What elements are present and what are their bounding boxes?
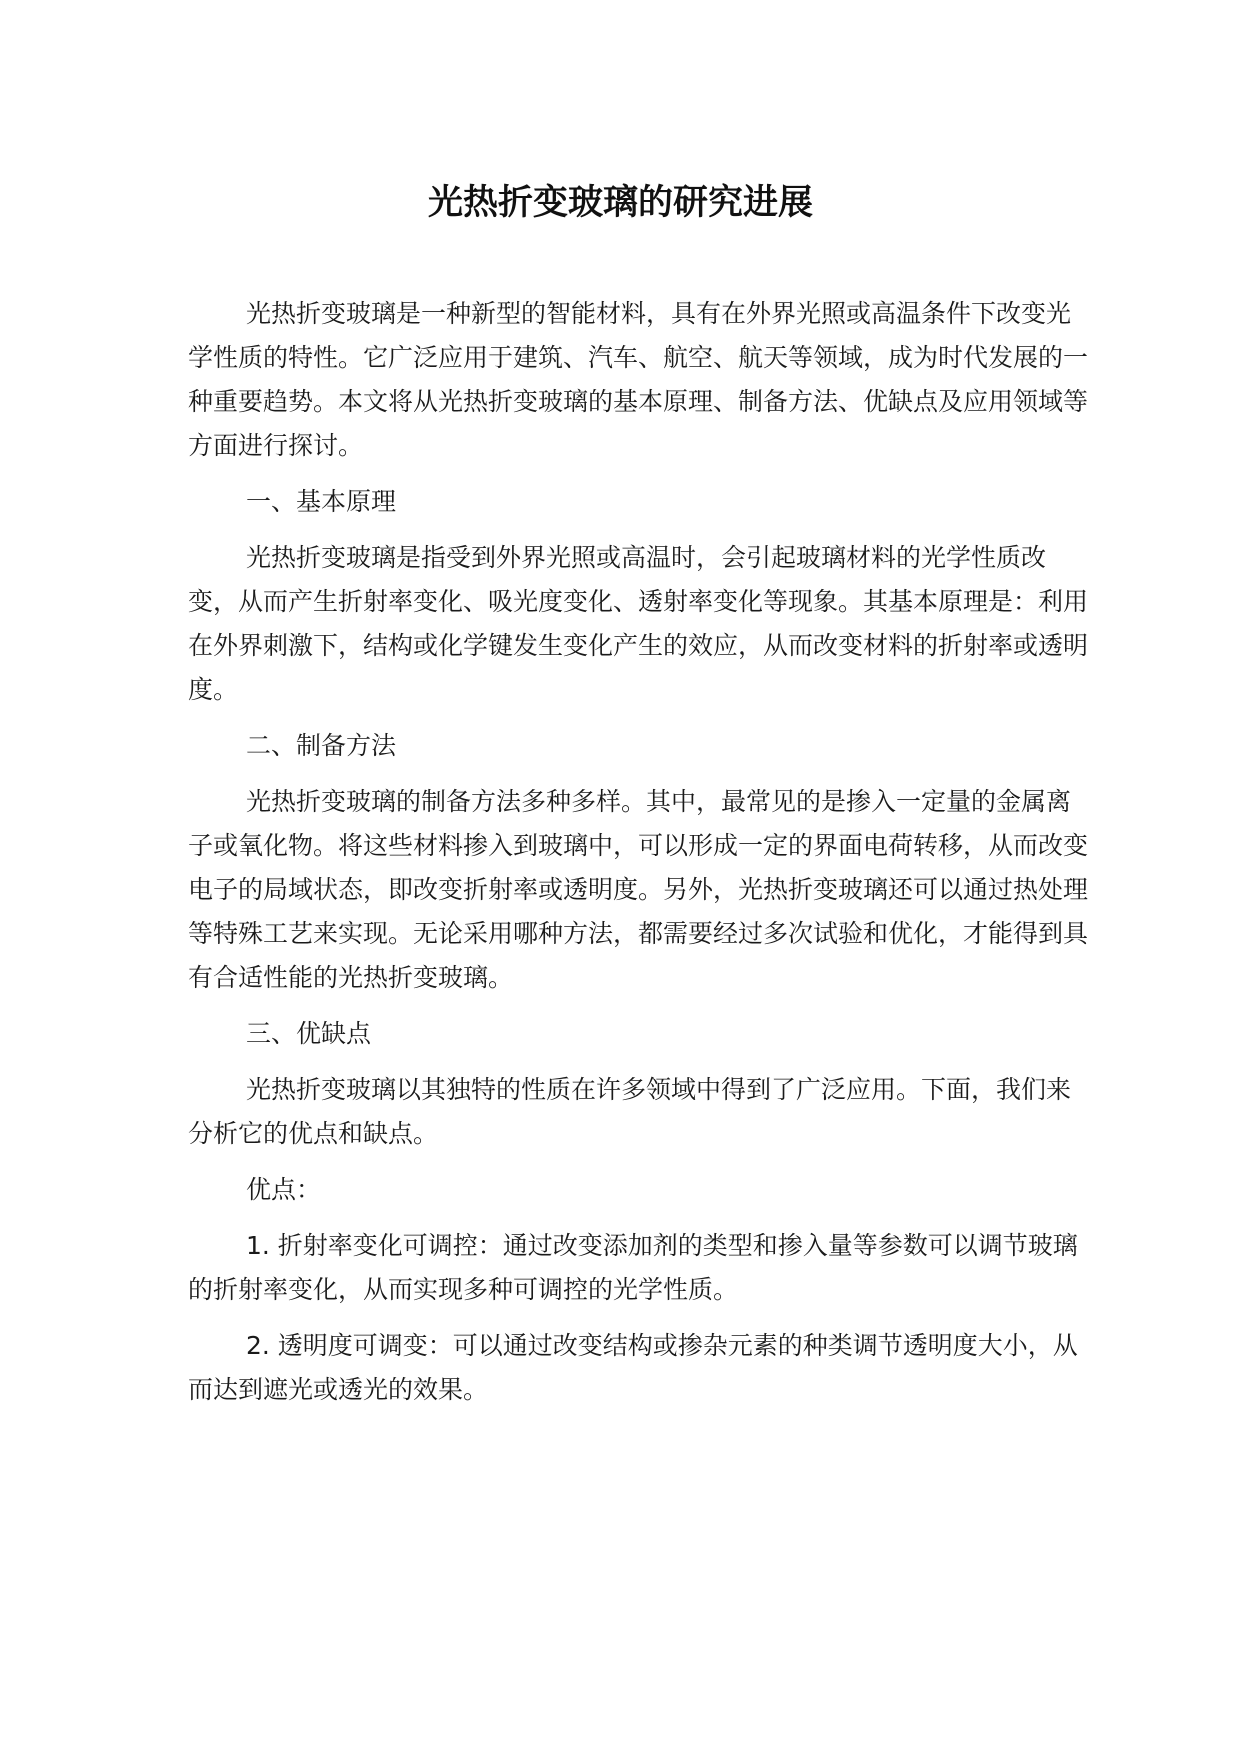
advantage-item: 2. 透明度可调变：可以通过改变结构或掺杂元素的种类调节透明度大小，从而达到遮光或透光的效果。	[188, 1331, 1078, 1404]
section-body-principle: 光热折变玻璃是指受到外界光照或高温时，会引起玻璃材料的光学性质改变，从而产生折射率变化、吸光度变化、透射率变化等现象。其基本原理是：利用在外界刺激下，结构或化学键发生变化产生的效应，从而改变材料的折射率或透明度。	[188, 543, 1089, 704]
advantage-item: 1. 折射率变化可调控：通过改变添加剂的类型和掺入量等参数可以调节玻璃的折射率变化，从而实现多种可调控的光学性质。	[188, 1231, 1078, 1304]
intro-paragraph: 光热折变玻璃是一种新型的智能材料，具有在外界光照或高温条件下改变光学性质的特性。它广泛应用于建筑、汽车、航空、航天等领域，成为时代发展的一种重要趋势。本文将从光热折变玻璃的基本原理、制备方法、优缺点及应用领域等方面进行探讨。	[188, 299, 1089, 460]
section-heading-principle: 一、基本原理	[246, 487, 397, 516]
advantages-label: 优点：	[246, 1175, 322, 1204]
section-body-preparation: 光热折变玻璃的制备方法多种多样。其中，最常见的是掺入一定量的金属离子或氧化物。将这些材料掺入到玻璃中，可以形成一定的界面电荷转移，从而改变电子的局域状态，即改变折射率或透明度。另外，光热折变玻璃还可以通过热处理等特殊工艺来实现。无论采用哪种方法，都需要经过多次试验和优化，才能得到具有合适性能的光热折变玻璃。	[188, 787, 1089, 992]
document-title: 光热折变玻璃的研究进展	[427, 183, 813, 223]
section-heading-pros-cons: 三、优缺点	[246, 1019, 372, 1048]
section-body-pros-cons: 光热折变玻璃以其独特的性质在许多领域中得到了广泛应用。下面，我们来分析它的优点和缺点。	[188, 1075, 1072, 1148]
document-body	[188, 292, 1088, 1424]
section-heading-preparation: 二、制备方法	[246, 731, 397, 760]
